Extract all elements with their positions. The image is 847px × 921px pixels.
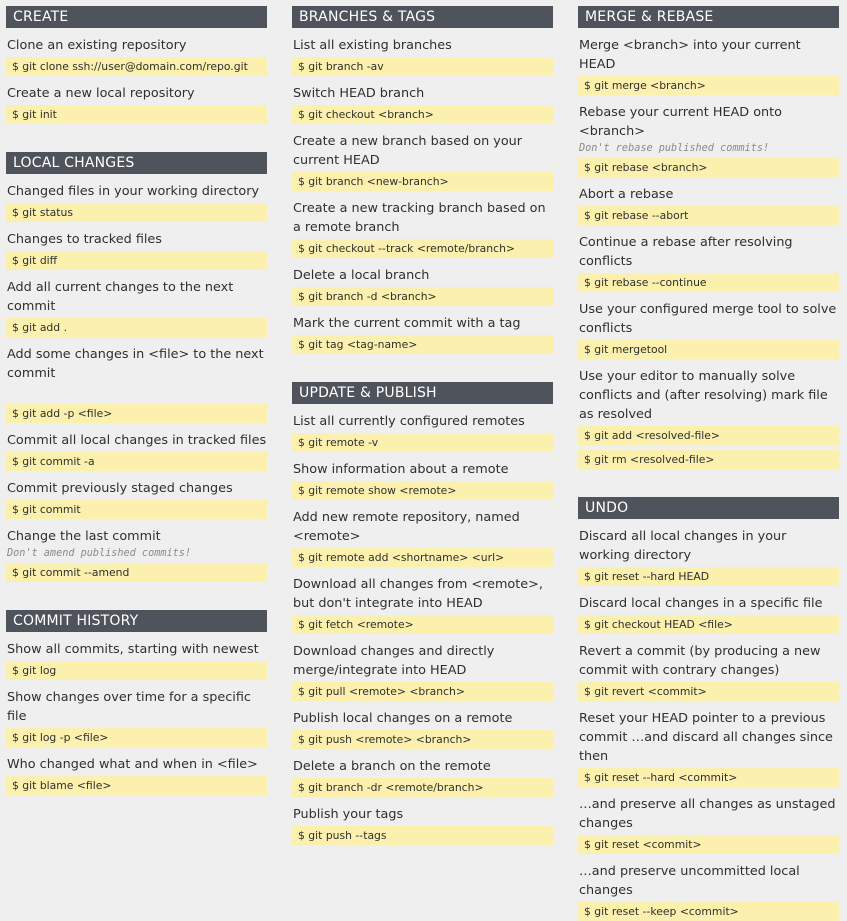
command-snippet[interactable]: $ git add -p <file> xyxy=(6,404,267,423)
section-branches-tags xyxy=(292,6,553,354)
command-entry xyxy=(578,586,839,634)
section-heading: CREATE xyxy=(6,6,267,28)
command-description: Revert a commit (by producing a new commit with contrary changes) xyxy=(579,644,821,678)
command-snippet[interactable]: $ git push <remote> <branch> xyxy=(292,730,553,749)
command-entry xyxy=(578,634,839,701)
command-description: Show changes over time for a specific file xyxy=(7,690,251,724)
command-snippet[interactable]: $ git rm <resolved-file> xyxy=(578,450,839,469)
command-entry xyxy=(6,222,267,270)
command-snippet[interactable]: $ git rebase --continue xyxy=(578,273,839,292)
section-spacer xyxy=(6,582,267,610)
warning-note: Don't rebase published commits! xyxy=(579,143,770,154)
command-entry xyxy=(6,471,267,519)
command-entry xyxy=(292,306,553,354)
command-description: Use your editor to manually solve conflicts and (after resolving) mark file as resolved xyxy=(579,369,828,422)
command-snippet[interactable]: $ git revert <commit> xyxy=(578,682,839,701)
command-snippet[interactable]: $ git remote -v xyxy=(292,433,553,452)
command-snippet[interactable]: $ git branch <new-branch> xyxy=(292,172,553,191)
command-snippet[interactable]: $ git commit xyxy=(6,500,267,519)
command-snippet[interactable]: $ git commit --amend xyxy=(6,563,267,582)
column-right xyxy=(578,6,839,921)
command-entry xyxy=(6,76,267,124)
command-entry xyxy=(578,28,839,95)
command-entry xyxy=(578,225,839,292)
command-description: Show all commits, starting with newest xyxy=(7,642,259,657)
command-snippet[interactable]: $ git reset --hard HEAD xyxy=(578,567,839,586)
command-entry xyxy=(578,854,839,921)
command-entry xyxy=(292,258,553,306)
command-snippet[interactable]: $ git checkout <branch> xyxy=(292,105,553,124)
command-snippet[interactable]: $ git branch -d <branch> xyxy=(292,287,553,306)
command-description: Commit previously staged changes xyxy=(7,481,233,496)
section-heading: UPDATE & PUBLISH xyxy=(292,382,553,404)
command-description: List all currently configured remotes xyxy=(293,414,525,429)
command-entry xyxy=(578,95,839,177)
command-snippet[interactable]: $ git remote add <shortname> <url> xyxy=(292,548,553,567)
command-description: Abort a rebase xyxy=(579,187,674,202)
section-heading: LOCAL CHANGES xyxy=(6,152,267,174)
command-entry xyxy=(292,28,553,76)
command-snippet[interactable]: $ git mergetool xyxy=(578,340,839,359)
command-description: …and preserve uncommitted local changes xyxy=(579,864,800,898)
command-description: Continue a rebase after resolving conflicts xyxy=(579,235,793,269)
command-snippet[interactable]: $ git checkout --track <remote/branch> xyxy=(292,239,553,258)
command-entry xyxy=(292,191,553,258)
command-description: Clone an existing repository xyxy=(7,38,187,53)
command-snippet[interactable]: $ git add <resolved-file> xyxy=(578,426,839,445)
command-entry xyxy=(292,452,553,500)
section-update-publish xyxy=(292,382,553,845)
section-heading: BRANCHES & TAGS xyxy=(292,6,553,28)
command-description: Publish your tags xyxy=(293,807,404,822)
command-description: Mark the current commit with a tag xyxy=(293,316,521,331)
blank-line xyxy=(6,383,267,402)
command-snippet[interactable]: $ git clone ssh://user@domain.com/repo.git xyxy=(6,57,267,76)
command-snippet[interactable]: $ git log -p <file> xyxy=(6,728,267,747)
command-snippet[interactable]: $ git init xyxy=(6,105,267,124)
command-entry xyxy=(6,174,267,222)
section-undo xyxy=(578,497,839,921)
command-entry xyxy=(578,701,839,787)
command-description: Add all current changes to the next commit xyxy=(7,280,234,314)
command-description: Use your configured merge tool to solve conflicts xyxy=(579,302,837,336)
section-local-changes xyxy=(6,152,267,582)
command-entry xyxy=(578,177,839,225)
command-snippet[interactable]: $ git merge <branch> xyxy=(578,76,839,95)
command-description: Discard all local changes in your working directory xyxy=(579,529,787,563)
command-snippet[interactable]: $ git rebase --abort xyxy=(578,206,839,225)
command-snippet[interactable]: $ git push --tags xyxy=(292,826,553,845)
command-snippet[interactable]: $ git blame <file> xyxy=(6,776,267,795)
command-description: Create a new branch based on your current HEAD xyxy=(293,134,523,168)
command-description: Create a new tracking branch based on a remote branch xyxy=(293,201,546,235)
command-entry xyxy=(292,749,553,797)
command-snippet[interactable]: $ git branch -dr <remote/branch> xyxy=(292,778,553,797)
command-description: Show information about a remote xyxy=(293,462,509,477)
command-snippet[interactable]: $ git remote show <remote> xyxy=(292,481,553,500)
command-snippet[interactable]: $ git commit -a xyxy=(6,452,267,471)
section-heading: UNDO xyxy=(578,497,839,519)
command-snippet[interactable]: $ git fetch <remote> xyxy=(292,615,553,634)
command-description: Changed files in your working directory xyxy=(7,184,260,199)
command-entry xyxy=(292,634,553,701)
command-description: Delete a local branch xyxy=(293,268,430,283)
section-spacer xyxy=(292,354,553,382)
command-description: Add new remote repository, named <remote> xyxy=(293,510,520,544)
command-snippet[interactable]: $ git pull <remote> <branch> xyxy=(292,682,553,701)
command-description: Discard local changes in a specific file xyxy=(579,596,823,611)
command-description: Switch HEAD branch xyxy=(293,86,425,101)
command-entry xyxy=(578,519,839,586)
command-description: …and preserve all changes as unstaged changes xyxy=(579,797,836,831)
command-entry xyxy=(6,423,267,471)
command-entry xyxy=(292,797,553,845)
command-entry xyxy=(6,632,267,680)
command-description: Add some changes in <file> to the next commit xyxy=(7,347,264,381)
command-entry xyxy=(578,359,839,469)
command-entry xyxy=(292,404,553,452)
command-description: List all existing branches xyxy=(293,38,452,53)
command-snippet[interactable]: $ git add . xyxy=(6,318,267,337)
section-heading: COMMIT HISTORY xyxy=(6,610,267,632)
command-entry xyxy=(292,500,553,567)
command-description: Merge <branch> into your current HEAD xyxy=(579,38,801,72)
command-entry xyxy=(578,292,839,359)
command-description: Commit all local changes in tracked files xyxy=(7,433,267,448)
command-entry xyxy=(292,76,553,124)
section-spacer xyxy=(6,124,267,152)
command-description: Publish local changes on a remote xyxy=(293,711,513,726)
command-entry xyxy=(6,519,267,582)
command-snippet[interactable]: $ git status xyxy=(6,203,267,222)
command-entry xyxy=(6,270,267,337)
column-left xyxy=(6,6,267,795)
command-snippet[interactable]: $ git reset --keep <commit> xyxy=(578,902,839,921)
command-entry xyxy=(6,747,267,795)
command-entry xyxy=(6,28,267,76)
command-snippet[interactable]: $ git tag <tag-name> xyxy=(292,335,553,354)
command-snippet[interactable]: $ git checkout HEAD <file> xyxy=(578,615,839,634)
command-description: Download changes and directly merge/integrate into HEAD xyxy=(293,644,495,678)
warning-note: Don't amend published commits! xyxy=(7,548,192,559)
command-snippet[interactable]: $ git log xyxy=(6,661,267,680)
command-entry xyxy=(6,337,267,423)
command-entry xyxy=(578,787,839,854)
command-description: Delete a branch on the remote xyxy=(293,759,491,774)
section-commit-history xyxy=(6,610,267,795)
command-entry xyxy=(6,680,267,747)
column-middle xyxy=(292,6,553,845)
command-snippet[interactable]: $ git rebase <branch> xyxy=(578,158,839,177)
command-description: Download all changes from <remote>, but don't integrate into HEAD xyxy=(293,577,543,611)
command-description: Reset your HEAD pointer to a previous commit …and discard all changes since then xyxy=(579,711,833,764)
command-entry xyxy=(292,124,553,191)
command-entry xyxy=(292,701,553,749)
command-description: Changes to tracked files xyxy=(7,232,162,247)
command-description: Who changed what and when in <file> xyxy=(7,757,258,772)
section-create xyxy=(6,6,267,124)
command-description: Rebase your current HEAD onto <branch> xyxy=(579,105,783,139)
section-spacer xyxy=(578,469,839,497)
command-snippet[interactable]: $ git diff xyxy=(6,251,267,270)
command-description: Create a new local repository xyxy=(7,86,195,101)
command-description: Change the last commit xyxy=(7,529,161,544)
section-merge-rebase xyxy=(578,6,839,469)
section-heading: MERGE & REBASE xyxy=(578,6,839,28)
command-entry xyxy=(292,567,553,634)
command-snippet[interactable]: $ git branch -av xyxy=(292,57,553,76)
command-snippet[interactable]: $ git reset <commit> xyxy=(578,835,839,854)
command-snippet[interactable]: $ git reset --hard <commit> xyxy=(578,768,839,787)
